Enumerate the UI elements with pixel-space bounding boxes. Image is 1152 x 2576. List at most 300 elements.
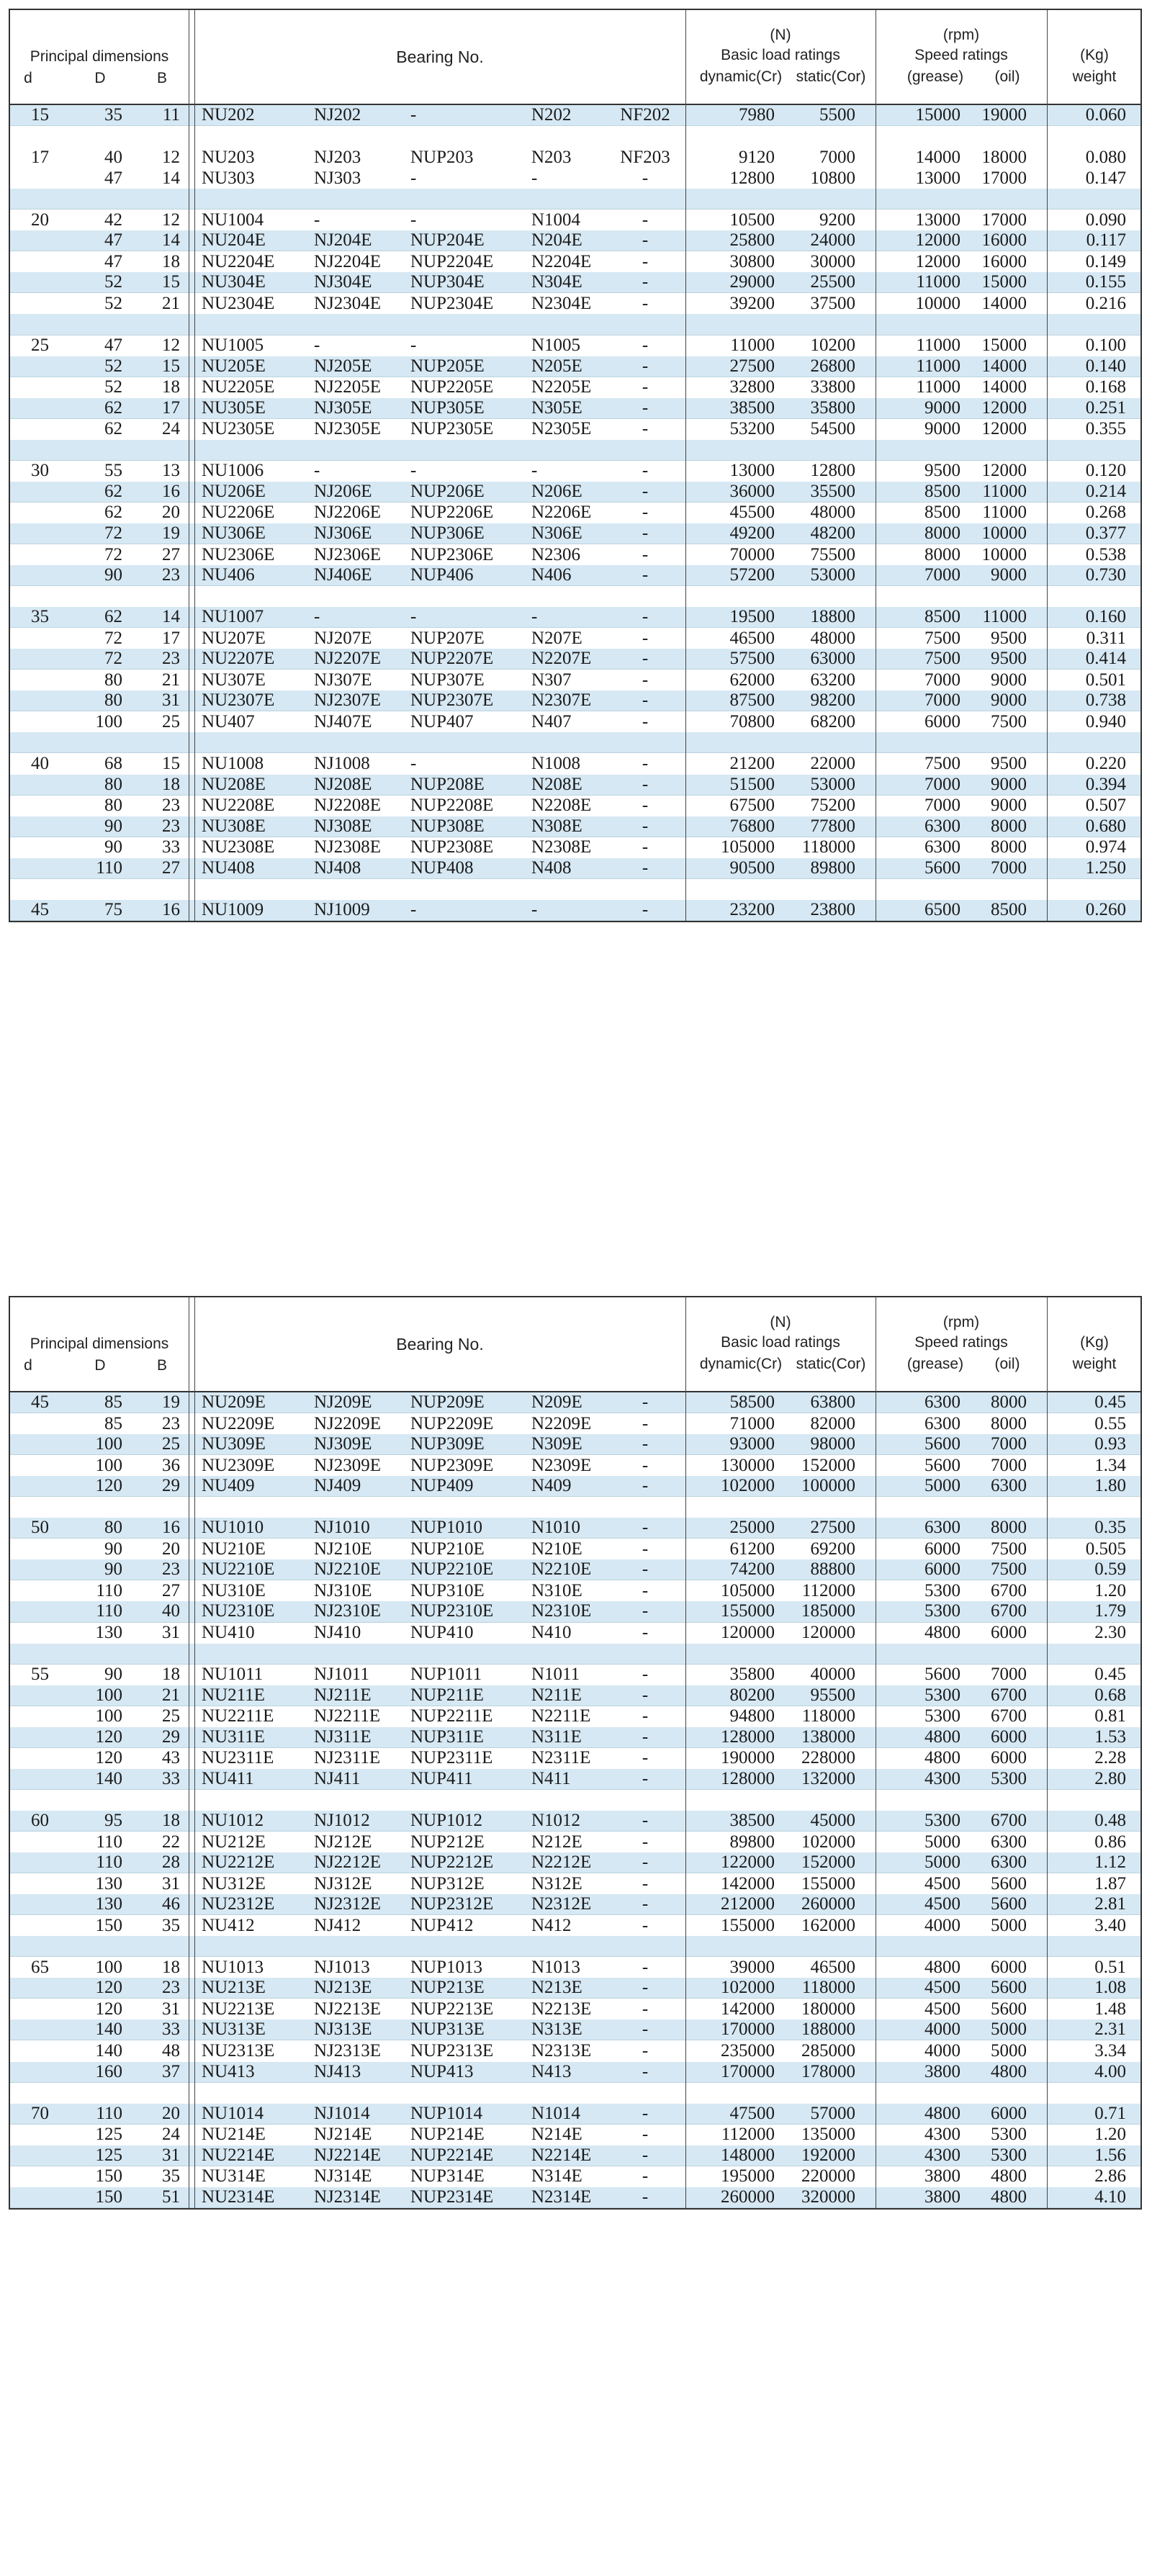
cell-D: 110 bbox=[96, 857, 122, 878]
cell-b2: NUP314E bbox=[410, 2166, 485, 2187]
cell-cor: 102000 bbox=[801, 1832, 855, 1852]
cell-b3: - bbox=[531, 899, 538, 919]
cell-cor: 10200 bbox=[810, 335, 855, 356]
cell-b1: - bbox=[314, 607, 320, 627]
cell-B: 23 bbox=[162, 816, 180, 836]
cell-cor: 37500 bbox=[810, 293, 855, 313]
cell-g: 7000 bbox=[924, 796, 960, 816]
cell-B: 16 bbox=[162, 481, 180, 501]
cell-w: 1.48 bbox=[1094, 1999, 1126, 2019]
table-row bbox=[10, 1559, 1140, 1580]
cell-D: 130 bbox=[95, 1623, 122, 1643]
cell-cor: 132000 bbox=[801, 1768, 855, 1788]
cell-cr: 105000 bbox=[721, 1580, 775, 1600]
cell-b4: - bbox=[642, 1999, 649, 2019]
cell-b1: NJ409 bbox=[314, 1476, 361, 1496]
cell-d bbox=[10, 1559, 49, 1580]
cell-w: 0.090 bbox=[1085, 210, 1126, 230]
cell-b1: NJ2206E bbox=[314, 503, 382, 523]
cell-b4: - bbox=[642, 796, 649, 816]
table-row bbox=[10, 272, 1140, 293]
cell-o: 9000 bbox=[991, 565, 1027, 585]
cell-b3: N311E bbox=[531, 1726, 582, 1747]
table-row bbox=[10, 753, 1140, 774]
table-row bbox=[10, 1665, 1140, 1685]
cell-B: 18 bbox=[162, 1810, 180, 1830]
cell-g: 6300 bbox=[924, 837, 960, 857]
cell-b0: NU2210E bbox=[202, 1559, 275, 1580]
cell-b2: NUP2214E bbox=[410, 2145, 494, 2165]
cell-cr: 112000 bbox=[721, 2125, 775, 2145]
cell-cor: 192000 bbox=[801, 2145, 855, 2165]
cell-b1: NJ2314E bbox=[314, 2187, 382, 2207]
cell-g: 3800 bbox=[924, 2061, 960, 2081]
cell-b4: - bbox=[642, 1726, 649, 1747]
cell-cor: 88800 bbox=[810, 1559, 855, 1580]
cell-w: 0.55 bbox=[1094, 1413, 1126, 1433]
cell-o: 17000 bbox=[981, 168, 1027, 188]
cell-b0: NU212E bbox=[202, 1832, 266, 1852]
cell-b4: - bbox=[642, 816, 649, 836]
cell-w: 2.81 bbox=[1094, 1894, 1126, 1914]
cell-b3: N2204E bbox=[531, 251, 592, 271]
cell-b0: NU314E bbox=[202, 2166, 266, 2187]
cell-b4: - bbox=[642, 2166, 649, 2187]
cell-cr: 90500 bbox=[729, 857, 775, 878]
cell-b1: NJ2307E bbox=[314, 690, 382, 711]
cell-b3: N203 bbox=[531, 147, 572, 167]
cell-cor: 25500 bbox=[810, 272, 855, 292]
cell-d bbox=[10, 711, 49, 732]
cell-g: 3800 bbox=[924, 2166, 960, 2187]
cell-d bbox=[10, 419, 49, 440]
cell-g: 5300 bbox=[924, 1685, 960, 1705]
cell-D: 150 bbox=[95, 1915, 122, 1935]
table-row bbox=[10, 1476, 1140, 1497]
cell-B: 22 bbox=[162, 1832, 180, 1852]
cell-d: 20 bbox=[31, 210, 49, 230]
cell-b4: - bbox=[642, 1768, 649, 1788]
cell-D: 47 bbox=[104, 335, 122, 356]
cell-d: 17 bbox=[31, 147, 49, 167]
cell-b0: NU2310E bbox=[202, 1601, 275, 1621]
cell-cr: 45500 bbox=[729, 503, 775, 523]
cell-D: 90 bbox=[104, 1665, 122, 1685]
cell-o: 5300 bbox=[991, 1768, 1027, 1788]
cell-cor: 228000 bbox=[801, 1748, 855, 1768]
cell-B: 25 bbox=[162, 1706, 180, 1726]
cell-cor: 9200 bbox=[819, 210, 855, 230]
cell-w: 1.80 bbox=[1094, 1476, 1126, 1496]
table-row bbox=[10, 1978, 1140, 1999]
cell-b3: N211E bbox=[531, 1685, 582, 1705]
cell-cr: 30800 bbox=[729, 251, 775, 271]
group-separator-row bbox=[10, 189, 1140, 210]
cell-b4: - bbox=[642, 628, 649, 648]
cell-b0: NU2309E bbox=[202, 1455, 275, 1475]
cell-o: 5300 bbox=[991, 2125, 1027, 2145]
table-row bbox=[10, 1873, 1140, 1894]
cell-b4: - bbox=[642, 1852, 649, 1873]
cell-b2: NUP410 bbox=[410, 1623, 474, 1643]
cell-b4: - bbox=[642, 397, 649, 418]
cell-cor: 100000 bbox=[801, 1476, 855, 1496]
cell-g: 4300 bbox=[924, 2145, 960, 2165]
cell-b2: NUP407 bbox=[410, 711, 474, 731]
cell-b2: NUP2307E bbox=[410, 690, 494, 711]
cell-cor: 54500 bbox=[810, 419, 855, 439]
cell-w: 0.155 bbox=[1085, 272, 1126, 292]
cell-o: 6700 bbox=[991, 1580, 1027, 1600]
column-divider bbox=[194, 10, 195, 921]
cell-w: 0.149 bbox=[1085, 251, 1126, 271]
cell-b2: - bbox=[410, 105, 417, 125]
cell-cor: 48200 bbox=[810, 523, 855, 543]
cell-cr: 36000 bbox=[729, 481, 775, 501]
cell-g: 5300 bbox=[924, 1580, 960, 1600]
table-row bbox=[10, 147, 1140, 168]
cell-cr: 25800 bbox=[729, 230, 775, 251]
cell-w: 1.34 bbox=[1094, 1455, 1126, 1475]
cell-d bbox=[10, 272, 49, 292]
cell-g: 5600 bbox=[924, 1455, 960, 1475]
load-title-label: Basic load ratings bbox=[721, 47, 840, 63]
cell-b2: NUP413 bbox=[410, 2061, 474, 2081]
cell-cr: 67500 bbox=[729, 796, 775, 816]
cell-b3: N406 bbox=[531, 565, 572, 585]
cell-b2: NUP2308E bbox=[410, 837, 494, 857]
cell-b4: - bbox=[642, 774, 649, 794]
cell-b1: NJ2207E bbox=[314, 649, 382, 669]
cell-b4: - bbox=[642, 230, 649, 251]
cell-g: 13000 bbox=[915, 210, 960, 230]
cell-cor: 48000 bbox=[810, 503, 855, 523]
cell-g: 6300 bbox=[924, 1413, 960, 1433]
cell-cr: 25000 bbox=[729, 1518, 775, 1538]
cell-b1: NJ212E bbox=[314, 1832, 372, 1852]
cell-B: 23 bbox=[162, 1559, 180, 1580]
cell-b0: NU412 bbox=[202, 1915, 255, 1935]
cell-w: 0.680 bbox=[1085, 816, 1126, 836]
cell-cor: 27500 bbox=[810, 1518, 855, 1538]
dynamic-label: dynamic(Cr) bbox=[699, 68, 783, 85]
cell-b3: N2312E bbox=[531, 1894, 592, 1914]
cell-b3: N2211E bbox=[531, 1706, 591, 1726]
cell-b1: NJ214E bbox=[314, 2125, 372, 2145]
cell-b3: N202 bbox=[531, 105, 572, 125]
cell-w: 4.10 bbox=[1094, 2187, 1126, 2207]
cell-g: 4000 bbox=[924, 2019, 960, 2040]
cell-b3: N212E bbox=[531, 1832, 582, 1852]
table-row bbox=[10, 1957, 1140, 1978]
cell-cr: 87500 bbox=[729, 690, 775, 711]
cell-g: 11000 bbox=[916, 272, 960, 292]
cell-B: 20 bbox=[162, 503, 180, 523]
cell-b0: NU2313E bbox=[202, 2040, 275, 2061]
cell-b1: NJ2309E bbox=[314, 1455, 382, 1475]
cell-cr: 70800 bbox=[729, 711, 775, 731]
cell-cr: 51500 bbox=[729, 774, 775, 794]
cell-b1: NJ2312E bbox=[314, 1894, 382, 1914]
cell-d bbox=[10, 377, 49, 398]
cell-cor: 89800 bbox=[810, 857, 855, 878]
cell-b4: - bbox=[642, 1748, 649, 1768]
cell-cor: 53000 bbox=[810, 774, 855, 794]
cell-b3: N1013 bbox=[531, 1957, 581, 1977]
cell-D: 72 bbox=[104, 544, 122, 564]
static-label: static(Cor) bbox=[796, 68, 866, 85]
cell-B: 23 bbox=[162, 1413, 180, 1433]
cell-b4: - bbox=[642, 251, 649, 271]
cell-b4: - bbox=[642, 210, 649, 230]
cell-w: 2.28 bbox=[1094, 1748, 1126, 1768]
cell-cr: 39200 bbox=[729, 293, 775, 313]
cell-w: 0.51 bbox=[1094, 1957, 1126, 1977]
cell-b0: NU205E bbox=[202, 356, 266, 376]
cell-b4: - bbox=[642, 1685, 649, 1705]
cell-D: 52 bbox=[104, 272, 122, 292]
cell-D: 80 bbox=[104, 1518, 122, 1538]
cell-B: 18 bbox=[162, 377, 180, 397]
cell-o: 12000 bbox=[981, 397, 1027, 418]
cell-w: 0.974 bbox=[1085, 837, 1126, 857]
cell-g: 5600 bbox=[924, 1665, 960, 1685]
cell-o: 12000 bbox=[981, 419, 1027, 439]
cell-b4: - bbox=[642, 690, 649, 711]
cell-w: 0.538 bbox=[1085, 544, 1126, 564]
cell-d bbox=[10, 230, 49, 251]
table-row bbox=[10, 1748, 1140, 1769]
cell-B: 25 bbox=[162, 1434, 180, 1454]
cell-d bbox=[10, 1685, 49, 1706]
cell-b1: NJ413 bbox=[314, 2061, 361, 2081]
table-body bbox=[10, 1392, 1140, 2208]
cell-b4: - bbox=[642, 1873, 649, 1893]
cell-B: 43 bbox=[162, 1748, 180, 1768]
cell-w: 0.86 bbox=[1094, 1832, 1126, 1852]
cell-D: 110 bbox=[96, 1852, 122, 1873]
cell-o: 5600 bbox=[991, 1999, 1027, 2019]
cell-D: 90 bbox=[104, 816, 122, 836]
table-row bbox=[10, 796, 1140, 816]
cell-b4: - bbox=[642, 753, 649, 773]
cell-D: 140 bbox=[95, 2019, 122, 2040]
cell-cr: 57500 bbox=[729, 649, 775, 669]
bearing-table-2 bbox=[9, 1296, 1142, 2210]
cell-B: 27 bbox=[162, 857, 180, 878]
cell-b3: N2314E bbox=[531, 2187, 592, 2207]
cell-cr: 7980 bbox=[739, 105, 775, 125]
cell-g: 4500 bbox=[924, 1873, 960, 1893]
table-row bbox=[10, 1518, 1140, 1539]
cell-cr: 21200 bbox=[729, 753, 775, 773]
cell-d bbox=[10, 1539, 49, 1559]
table-row bbox=[10, 858, 1140, 879]
cell-b2: NUP1010 bbox=[410, 1518, 483, 1538]
cell-B: 13 bbox=[162, 461, 180, 481]
cell-B: 27 bbox=[162, 1580, 180, 1600]
cell-b0: NU1010 bbox=[202, 1518, 264, 1538]
cell-g: 4800 bbox=[924, 1957, 960, 1977]
cell-D: 90 bbox=[104, 1539, 122, 1559]
cell-g: 12000 bbox=[915, 251, 960, 271]
cell-b4: - bbox=[642, 1706, 649, 1726]
cell-d bbox=[10, 1413, 49, 1434]
cell-B: 14 bbox=[162, 168, 180, 188]
cell-b1: NJ2305E bbox=[314, 419, 382, 439]
cell-o: 18000 bbox=[981, 147, 1027, 167]
cell-b3: N206E bbox=[531, 481, 582, 501]
cell-b1: NJ1010 bbox=[314, 1518, 370, 1538]
cell-D: 90 bbox=[104, 837, 122, 857]
group-separator-row bbox=[10, 1790, 1140, 1811]
cell-b4: - bbox=[642, 523, 649, 543]
cell-g: 6300 bbox=[924, 1518, 960, 1538]
cell-o: 9500 bbox=[991, 753, 1027, 773]
table-row bbox=[10, 1706, 1140, 1727]
cell-o: 4800 bbox=[991, 2061, 1027, 2081]
cell-b3: N413 bbox=[531, 2061, 572, 2081]
cell-b2: NUP206E bbox=[410, 481, 485, 501]
cell-b2: NUP412 bbox=[410, 1915, 474, 1935]
speed-unit-label: (rpm) bbox=[942, 1314, 980, 1330]
table-row bbox=[10, 503, 1140, 523]
cell-cr: 195000 bbox=[721, 2166, 775, 2187]
cell-b2: NUP1014 bbox=[410, 2103, 483, 2123]
cell-b2: - bbox=[410, 899, 417, 919]
static-label: static(Cor) bbox=[796, 1356, 866, 1372]
col-B-label: B bbox=[156, 1357, 167, 1374]
cell-g: 4800 bbox=[924, 1726, 960, 1747]
cell-b4: - bbox=[642, 481, 649, 501]
cell-o: 10000 bbox=[981, 544, 1027, 564]
cell-cr: 46500 bbox=[729, 628, 775, 648]
cell-o: 15000 bbox=[981, 335, 1027, 356]
cell-D: 120 bbox=[95, 1978, 122, 1998]
cell-d bbox=[10, 816, 49, 837]
cell-b2: NUP2209E bbox=[410, 1413, 494, 1433]
cell-b3: N2306 bbox=[531, 544, 581, 564]
table-row bbox=[10, 1601, 1140, 1622]
cell-cor: 320000 bbox=[801, 2187, 855, 2207]
cell-b1: NJ2213E bbox=[314, 1999, 382, 2019]
cell-b0: NU2213E bbox=[202, 1999, 275, 2019]
cell-b2: - bbox=[410, 607, 417, 627]
cell-g: 8500 bbox=[924, 481, 960, 501]
table-row bbox=[10, 210, 1140, 230]
cell-b2: NUP408 bbox=[410, 857, 474, 878]
cell-o: 6300 bbox=[991, 1476, 1027, 1496]
group-separator-row bbox=[10, 1497, 1140, 1518]
cell-b4: - bbox=[642, 607, 649, 627]
cell-cr: 38500 bbox=[729, 1810, 775, 1830]
cell-b2: NUP409 bbox=[410, 1476, 474, 1496]
cell-cor: 75500 bbox=[810, 544, 855, 564]
cell-b4: - bbox=[642, 1476, 649, 1496]
cell-b3: N2313E bbox=[531, 2040, 592, 2061]
cell-b2: - bbox=[410, 461, 417, 481]
cell-D: 120 bbox=[95, 1999, 122, 2019]
cell-cor: 120000 bbox=[801, 1623, 855, 1643]
cell-B: 19 bbox=[162, 1392, 180, 1413]
weight-label: weight bbox=[1072, 68, 1117, 85]
cell-w: 0.355 bbox=[1085, 419, 1126, 439]
cell-cor: 69200 bbox=[810, 1539, 855, 1559]
cell-g: 4800 bbox=[924, 2103, 960, 2123]
cell-b1: NJ307E bbox=[314, 670, 372, 690]
cell-o: 8000 bbox=[991, 837, 1027, 857]
cell-b2: NUP313E bbox=[410, 2019, 485, 2040]
cell-b2: NUP2314E bbox=[410, 2187, 494, 2207]
cell-cor: 162000 bbox=[801, 1915, 855, 1935]
cell-b2: NUP305E bbox=[410, 397, 485, 418]
cell-b1: NJ2313E bbox=[314, 2040, 382, 2061]
cell-b2: NUP304E bbox=[410, 272, 485, 292]
cell-b3: N205E bbox=[531, 356, 582, 376]
cell-b1: NJ406E bbox=[314, 565, 372, 585]
cell-cor: 185000 bbox=[801, 1601, 855, 1621]
cell-b4: - bbox=[642, 1665, 649, 1685]
table-row bbox=[10, 2019, 1140, 2040]
cell-D: 125 bbox=[95, 2145, 122, 2165]
cell-B: 28 bbox=[162, 1852, 180, 1873]
cell-b2: NUP309E bbox=[410, 1434, 485, 1454]
cell-B: 17 bbox=[162, 628, 180, 648]
cell-d: 45 bbox=[31, 899, 49, 919]
cell-b4: - bbox=[642, 649, 649, 669]
cell-b3: N407 bbox=[531, 711, 572, 731]
cell-o: 9500 bbox=[991, 649, 1027, 669]
cell-cor: 7000 bbox=[819, 147, 855, 167]
cell-B: 19 bbox=[162, 523, 180, 543]
cell-b1: NJ208E bbox=[314, 774, 372, 794]
cell-d bbox=[10, 1580, 49, 1601]
cell-b3: N204E bbox=[531, 230, 582, 251]
cell-cor: 63000 bbox=[810, 649, 855, 669]
cell-w: 0.268 bbox=[1085, 503, 1126, 523]
table-row bbox=[10, 230, 1140, 251]
cell-b3: N2205E bbox=[531, 377, 592, 397]
cell-b3: N1004 bbox=[531, 210, 581, 230]
weight-label: weight bbox=[1072, 1356, 1117, 1372]
cell-D: 80 bbox=[104, 670, 122, 690]
table-row bbox=[10, 837, 1140, 858]
cell-D: 100 bbox=[95, 1434, 122, 1454]
cell-b0: NU312E bbox=[202, 1873, 266, 1893]
cell-b3: N210E bbox=[531, 1539, 582, 1559]
table-row bbox=[10, 1580, 1140, 1601]
group-separator-row bbox=[10, 440, 1140, 461]
cell-b4: - bbox=[642, 899, 649, 919]
table-row bbox=[10, 2125, 1140, 2145]
cell-b0: NU2311E bbox=[202, 1748, 274, 1768]
cell-B: 25 bbox=[162, 711, 180, 731]
cell-cr: 13000 bbox=[729, 461, 775, 481]
cell-b3: N2214E bbox=[531, 2145, 592, 2165]
cell-b0: NU2205E bbox=[202, 377, 275, 397]
cell-w: 0.738 bbox=[1085, 690, 1126, 711]
cell-b2: NUP2207E bbox=[410, 649, 494, 669]
cell-b2: - bbox=[410, 753, 417, 773]
cell-D: 52 bbox=[104, 293, 122, 313]
cell-B: 23 bbox=[162, 796, 180, 816]
cell-d bbox=[10, 293, 49, 314]
cell-o: 9000 bbox=[991, 690, 1027, 711]
cell-w: 0.080 bbox=[1085, 147, 1126, 167]
cell-o: 5600 bbox=[991, 1978, 1027, 1998]
cell-b0: NU2304E bbox=[202, 293, 275, 313]
cell-B: 11 bbox=[162, 105, 180, 125]
